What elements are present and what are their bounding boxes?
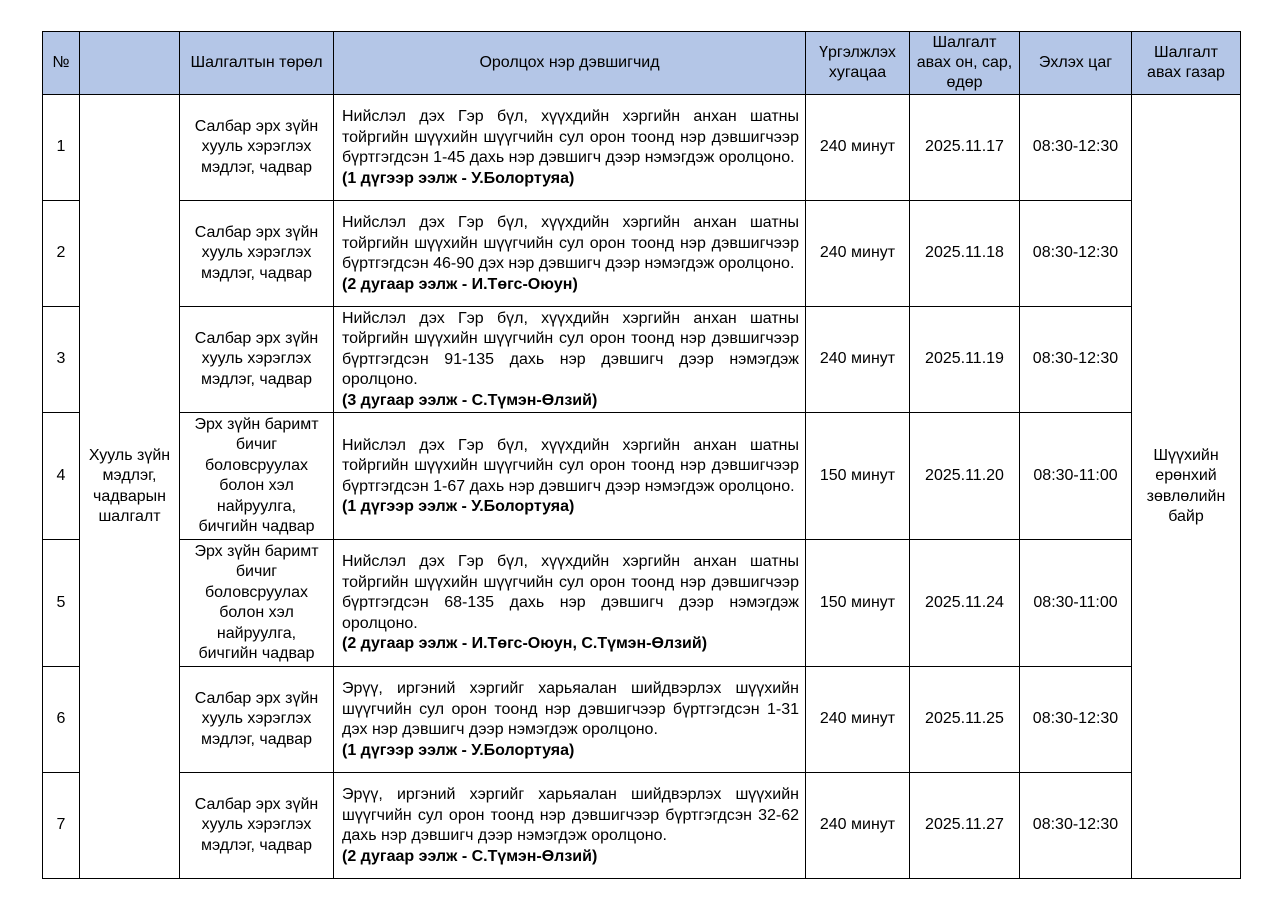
row-date: 2025.11.27 <box>910 773 1020 879</box>
row-type: Салбар эрх зүйн хууль хэрэглэх мэдлэг, чадвар <box>180 95 334 201</box>
row-type: Эрх зүйн баримт бичиг боловсруулах болон хэл найруулга, бичгийн чадвар <box>180 540 334 667</box>
row-desc: Нийслэл дэх Гэр бүл, хүүхдийн хэргийн анхан шатны тойргийн шүүхийн шүүгчийн сул орон тоонд нэр дэвшигчээр бүртгэгдсэн 1-67 дахь нэр дэвшигч дээр нэмэгдэж оролцоно. <box>342 436 799 495</box>
row-shift: (1 дүгээр ээлж - У.Болортуяа) <box>342 169 575 187</box>
row-duration: 240 минут <box>806 95 910 201</box>
header-place: Шалгалт авах газар <box>1132 32 1241 95</box>
row-participants <box>334 413 806 540</box>
row-num: 5 <box>43 540 80 667</box>
row-start: 08:30-12:30 <box>1020 773 1132 879</box>
header-date: Шалгалт авах он, сар, өдөр <box>910 32 1020 95</box>
row-duration: 150 минут <box>806 413 910 540</box>
row-date: 2025.11.20 <box>910 413 1020 540</box>
row-date: 2025.11.17 <box>910 95 1020 201</box>
row-shift: (3 дугаар ээлж - С.Түмэн-Өлзий) <box>342 391 598 409</box>
row-num: 3 <box>43 307 80 413</box>
table-row <box>43 201 1241 307</box>
row-start: 08:30-12:30 <box>1020 307 1132 413</box>
row-num: 1 <box>43 95 80 201</box>
header-duration: Үргэлжлэх хугацаа <box>806 32 910 95</box>
row-num: 4 <box>43 413 80 540</box>
row-num: 2 <box>43 201 80 307</box>
row-desc: Нийслэл дэх Гэр бүл, хүүхдийн хэргийн анхан шатны тойргийн шүүхийн шүүгчийн сул орон тоонд нэр дэвшигчээр бүртгэгдсэн 46-90 дэх нэр дэвшигч дээр нэмэгдэж оролцоно. <box>342 214 799 272</box>
row-num: 6 <box>43 667 80 773</box>
header-group <box>80 32 180 95</box>
row-participants <box>334 667 806 773</box>
row-shift: (2 дугаар ээлж - И.Төгс-Оюун) <box>342 275 578 293</box>
row-duration: 240 минут <box>806 307 910 413</box>
row-duration: 240 минут <box>806 773 910 879</box>
row-participants <box>334 201 806 307</box>
header-type: Шалгалтын төрөл <box>180 32 334 95</box>
row-num: 7 <box>43 773 80 879</box>
row-date: 2025.11.19 <box>910 307 1020 413</box>
table-row <box>43 95 1241 201</box>
row-start: 08:30-11:00 <box>1020 540 1132 667</box>
table-row <box>43 413 1241 540</box>
row-desc: Нийслэл дэх Гэр бүл, хүүхдийн хэргийн анхан шатны тойргийн шүүхийн шүүгчийн сул орон тоонд нэр дэвшигчээр бүртгэгдсэн 91-135 дахь нэр дэвшигч дээр нэмэгдэж оролцоно. <box>342 309 799 389</box>
table-row <box>43 307 1241 413</box>
row-participants <box>334 95 806 201</box>
row-type: Салбар эрх зүйн хууль хэрэглэх мэдлэг, чадвар <box>180 773 334 879</box>
row-desc: Эрүү, иргэний хэргийг харьяалан шийдвэрлэх шүүхийн шүүгчийн сул орон тоонд нэр дэвшигчээр бүртгэгдсэн 1-31 дэх нэр дэвшигч дээр нэмэгдэж оролцоно. <box>342 680 799 738</box>
place-cell: Шүүхийн ерөнхий зөвлөлийн байр <box>1132 95 1241 879</box>
exam-schedule-table <box>42 31 1241 879</box>
table-header-row <box>43 32 1241 95</box>
row-start: 08:30-11:00 <box>1020 413 1132 540</box>
row-date: 2025.11.25 <box>910 667 1020 773</box>
header-start: Эхлэх цаг <box>1020 32 1132 95</box>
row-duration: 150 минут <box>806 540 910 667</box>
header-num: № <box>43 32 80 95</box>
row-start: 08:30-12:30 <box>1020 667 1132 773</box>
row-date: 2025.11.18 <box>910 201 1020 307</box>
table-row <box>43 540 1241 667</box>
row-desc: Нийслэл дэх Гэр бүл, хүүхдийн хэргийн анхан шатны тойргийн шүүхийн шүүгчийн сул орон тоонд нэр дэвшигчээр бүртгэгдсэн 68-135 дахь нэр дэвшигч дээр нэмэгдэж оролцоно. <box>342 553 799 632</box>
row-type: Эрх зүйн баримт бичиг боловсруулах болон хэл найруулга, бичгийн чадвар <box>180 413 334 540</box>
group-cell: Хууль зүйн мэдлэг, чадварын шалгалт <box>80 95 180 879</box>
row-duration: 240 минут <box>806 201 910 307</box>
header-participants: Оролцох нэр дэвшигчид <box>334 32 806 95</box>
row-shift: (1 дүгээр ээлж - У.Болортуяа) <box>342 741 575 759</box>
row-type: Салбар эрх зүйн хууль хэрэглэх мэдлэг, чадвар <box>180 201 334 307</box>
row-participants <box>334 307 806 413</box>
row-start: 08:30-12:30 <box>1020 201 1132 307</box>
table-row <box>43 667 1241 773</box>
row-participants <box>334 773 806 879</box>
row-shift: (2 дугаар ээлж - И.Төгс-Оюун, С.Түмэн-Өлзий) <box>342 635 708 653</box>
row-desc: Нийслэл дэх Гэр бүл, хүүхдийн хэргийн анхан шатны тойргийн шүүхийн шүүгчийн сул орон тоонд нэр дэвшигчээр бүртгэгдсэн 1-45 дахь нэр дэвшигч дээр нэмэгдэж оролцоно. <box>342 108 799 166</box>
row-start: 08:30-12:30 <box>1020 95 1132 201</box>
row-date: 2025.11.24 <box>910 540 1020 667</box>
exam-schedule-sheet <box>42 31 1240 879</box>
table-row <box>43 773 1241 879</box>
row-shift: (1 дүгээр ээлж - У.Болортуяа) <box>342 498 575 515</box>
row-type: Салбар эрх зүйн хууль хэрэглэх мэдлэг, чадвар <box>180 307 334 413</box>
row-participants <box>334 540 806 667</box>
row-desc: Эрүү, иргэний хэргийг харьяалан шийдвэрлэх шүүхийн шүүгчийн сул орон тоонд нэр дэвшигчээр бүртгэгдсэн 32-62 дахь нэр дэвшигч дээр нэмэгдэж оролцоно. <box>342 786 799 844</box>
row-shift: (2 дугаар ээлж - С.Түмэн-Өлзий) <box>342 847 598 865</box>
row-duration: 240 минут <box>806 667 910 773</box>
row-type: Салбар эрх зүйн хууль хэрэглэх мэдлэг, чадвар <box>180 667 334 773</box>
